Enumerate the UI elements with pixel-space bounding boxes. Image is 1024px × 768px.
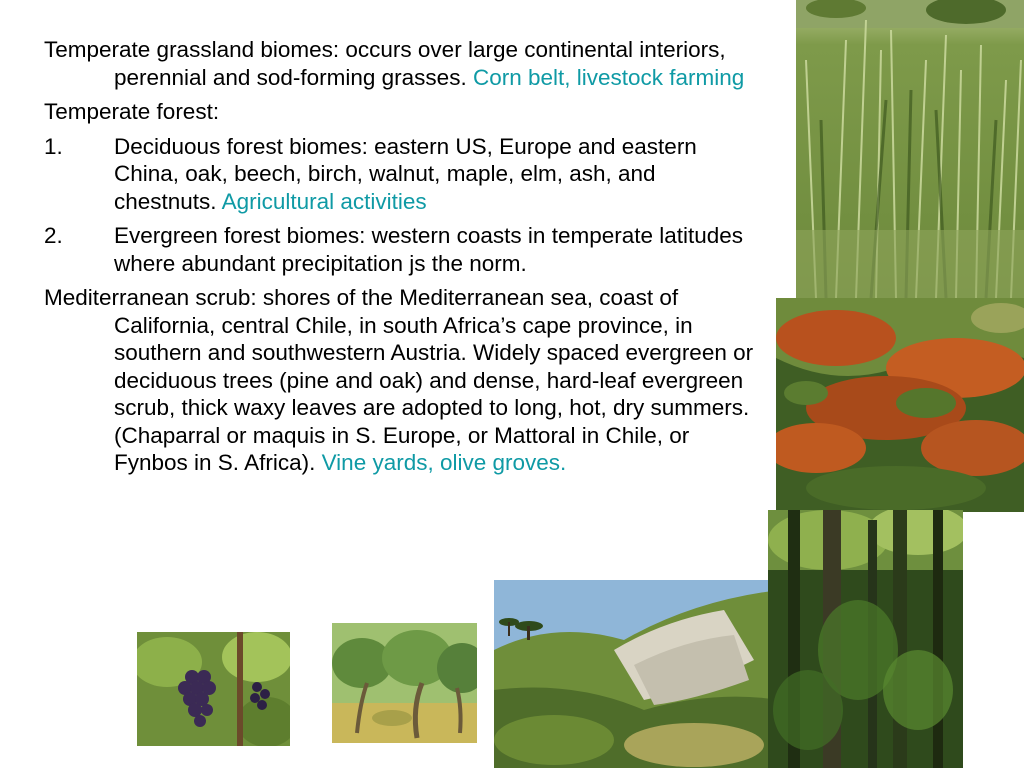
temperate-forest-heading bbox=[44, 98, 764, 126]
mediterranean-paragraph bbox=[44, 284, 764, 477]
evergreen-forest-photo bbox=[768, 510, 963, 768]
grassland-paragraph bbox=[44, 36, 764, 91]
grassland-accent-text: Corn belt, livestock farming bbox=[472, 64, 745, 90]
list-number-2: 2. bbox=[44, 223, 63, 248]
mediterranean-text: Mediterranean scrub: shores of the Mediterranean sea, coast of California, central Chile, in south Africa’s cape province, in southern and southwestern Austria. Widely spaced evergreen or deciduous trees (pine and oak) and dense, hard-leaf evergreen scrub, thick waxy leaves are adopted to long, hot, dry summers. (Chaparral or maquis in S. Europe, or Mattoral in Chile, or Fynbos in S. Africa). bbox=[44, 285, 754, 475]
list-number-1: 1. bbox=[44, 133, 63, 159]
evergreen-text: Evergreen forest biomes: western coasts in temperate latitudes where abundant precipitation js the norm. bbox=[114, 223, 744, 276]
grassland-text: Temperate grassland biomes: occurs over large continental interiors, perennial and sod-forming grasses. bbox=[44, 37, 726, 90]
deciduous-text: Deciduous forest biomes: eastern US, Europe and eastern China, oak, beech, birch, walnut, maple, elm, ash, and chestnuts. bbox=[114, 133, 697, 214]
grapes-vineyard-photo bbox=[137, 632, 290, 746]
olive-grove-photo bbox=[332, 623, 477, 743]
temperate-forest-heading-text: Temperate forest: bbox=[44, 99, 220, 124]
evergreen-list-item bbox=[44, 222, 764, 277]
mediterranean-accent-text: Vine yards, olive groves. bbox=[321, 450, 567, 475]
slide-text-body bbox=[44, 36, 764, 484]
mediterranean-scrub-photo bbox=[776, 298, 1024, 512]
deciduous-accent-text: Agricultural activities bbox=[221, 188, 427, 214]
deciduous-list-item bbox=[44, 133, 764, 216]
hillside-scrub-photo bbox=[494, 580, 780, 768]
grassland-photo bbox=[796, 0, 1024, 298]
